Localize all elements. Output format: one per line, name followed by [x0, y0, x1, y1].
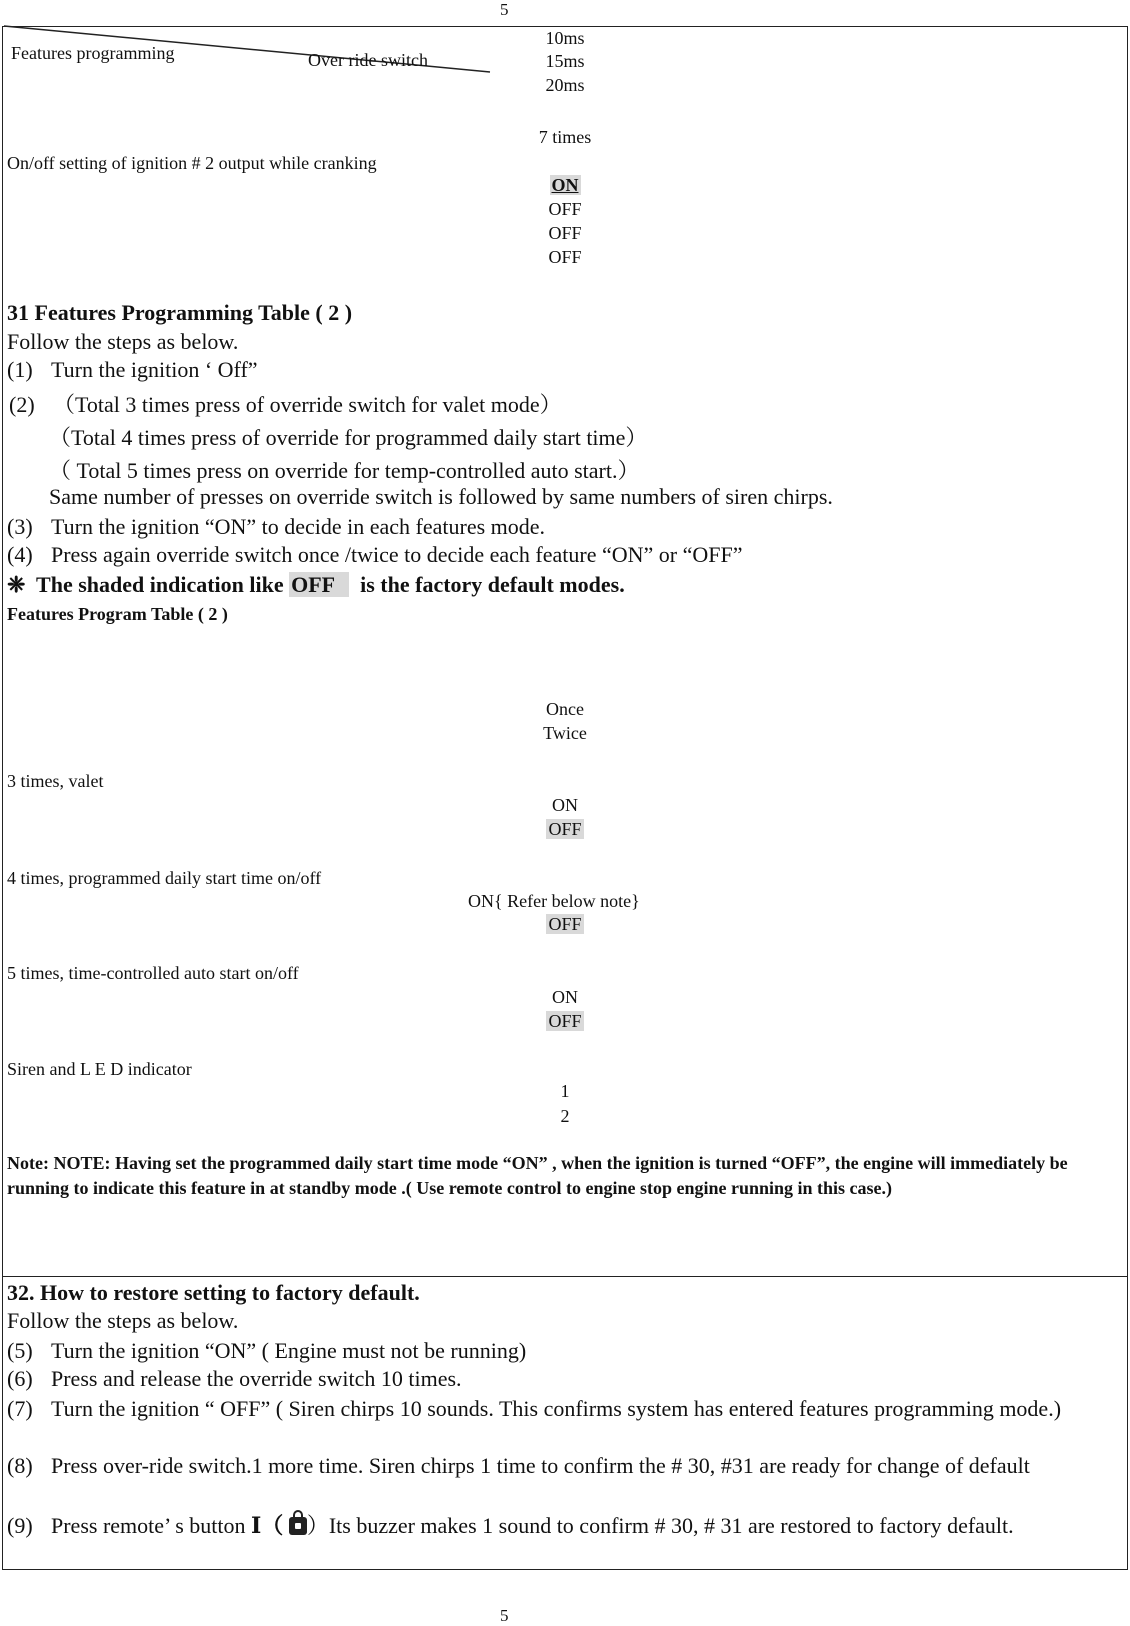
- ign2-label: On/off setting of ignition # 2 output while cranking: [7, 153, 377, 173]
- siren-option: 1: [560, 1081, 570, 1101]
- section31-step2b: （Total 4 times press of override for programmed daily start time）: [49, 425, 648, 450]
- page-number-top: 5: [500, 0, 509, 19]
- section-divider: [2, 1276, 1128, 1277]
- temp-option-default: OFF: [548, 1011, 582, 1031]
- valet-option-default: OFF: [548, 819, 582, 839]
- section32-intro: Follow the steps as below.: [7, 1308, 239, 1333]
- daily-option: ON{ Refer below note}: [468, 891, 640, 911]
- lock-icon: [289, 1517, 307, 1535]
- ign2-option: OFF: [548, 247, 582, 267]
- section31-title: 31 Features Programming Table ( 2 ): [7, 300, 353, 325]
- default-symbol: ❈: [7, 572, 26, 597]
- temp-option: ON: [552, 987, 578, 1007]
- remote-button-label: Ⅰ（: [251, 1513, 284, 1538]
- siren-option: 2: [560, 1106, 570, 1126]
- section32-step: (5) Turn the ignition “ON” ( Engine must not be running): [7, 1338, 527, 1363]
- table2-title: Features Program Table ( 2 ): [7, 604, 228, 624]
- valet-label: 3 times, valet: [7, 771, 104, 791]
- ms-option: 10ms: [545, 28, 585, 48]
- section31-step2c: （ Total 5 times press on override for temp-controlled auto start.）: [49, 458, 640, 483]
- override-switch-label: Over ride switch: [308, 50, 428, 70]
- section31-step2d: Same number of presses on override switch is followed by same numbers of siren chirps.: [49, 484, 833, 509]
- shaded-example: OFF: [289, 572, 349, 597]
- section32-step: (8) Press over-ride switch.1 more time. Siren chirps 1 time to confirm the # 30, #31 are ready for change of default: [7, 1453, 1030, 1478]
- daily-option-default: OFF: [548, 914, 582, 934]
- press-option: Twice: [543, 723, 587, 743]
- daily-label: 4 times, programmed daily start time on/off: [7, 868, 322, 888]
- valet-option: ON: [552, 795, 578, 815]
- ign2-option: OFF: [548, 199, 582, 219]
- page-number-bottom: 5: [500, 1606, 509, 1625]
- siren-label: Siren and L E D indicator: [7, 1059, 192, 1079]
- temp-label: 5 times, time-controlled auto start on/off: [7, 963, 299, 983]
- times-value: 7 times: [538, 127, 592, 147]
- section31-step2: (2) （Total 3 times press of override switch for valet mode）: [9, 392, 562, 417]
- section32-step9: (9) Press remote’ s button Ⅰ（ ）Its buzzer makes 1 sound to confirm # 30, # 31 are restored to factory default.: [7, 1513, 1014, 1538]
- ign2-option-default: ON: [551, 175, 579, 195]
- section31-step4: (4) Press again override switch once /twice to decide each feature “ON” or “OFF”: [7, 542, 743, 567]
- section32-step: (6) Press and release the override switch 10 times.: [7, 1366, 462, 1391]
- section31-step3: (3) Turn the ignition “ON” to decide in each features mode.: [7, 514, 546, 539]
- section32-title: 32. How to restore setting to factory default.: [7, 1280, 420, 1305]
- features-programming-label: Features programming: [11, 43, 175, 63]
- default-mode-note: ❈ The shaded indication like OFF is the factory default modes.: [7, 572, 625, 597]
- section31-intro: Follow the steps as below.: [7, 329, 239, 354]
- ign2-option: OFF: [548, 223, 582, 243]
- ms-option: 20ms: [545, 75, 585, 95]
- section31-step1: (1) Turn the ignition ‘ Off”: [7, 357, 258, 382]
- section32-step: (7) Turn the ignition “ OFF” ( Siren chirps 10 sounds. This confirms system has entered features programming mode.): [7, 1396, 1062, 1421]
- daily-start-note: Note: NOTE: Having set the programmed daily start time mode “ON” , when the ignition is turned “OFF”, the engine will immediately be running to indicate this feature in at standby mode .( Use remote control to engine stop engine running in this case.): [7, 1153, 1068, 1198]
- ms-option: 15ms: [545, 51, 585, 71]
- press-option: Once: [546, 699, 584, 719]
